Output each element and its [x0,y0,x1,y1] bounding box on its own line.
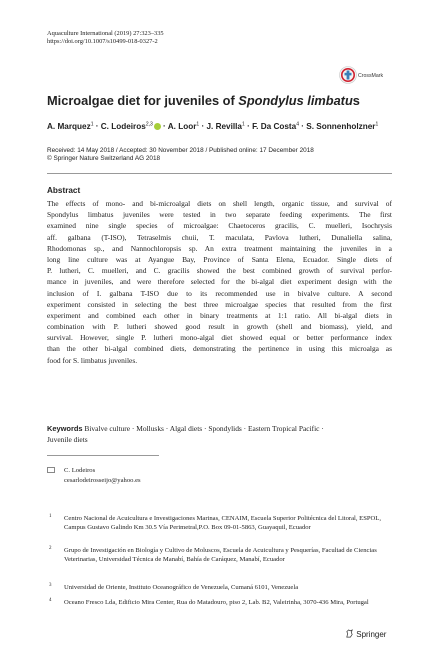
abstract-line: P. lutheri, C. muelleri, and C. gracilis showed the best combined growth of survival perfor- [47,266,392,276]
journal-citation: Aquaculture International (2019) 27:323–335 [47,30,164,37]
abstract-line: examined nine single species of microalgae: Chaetoceros gracilis, C. muelleri, Isochrysis [47,221,392,231]
received-accepted-published: Received: 14 May 2018 / Accepted: 30 November 2018 / Published online: 17 December 2018 [47,147,314,154]
envelope-icon [47,467,55,473]
divider [47,173,392,174]
author[interactable]: A. Loor$^1$ [167,121,200,131]
author[interactable]: A. Marquez$^1$ [47,121,94,131]
crossmark-label: CrossMark [358,73,384,79]
abstract-line: combination with P. lutheri showed good result in growth (shell and biomass), yield, and [47,322,392,332]
copyright-line: © Springer Nature Switzerland AG 2018 [47,155,161,162]
publisher-logo [345,629,386,639]
corresponding-author: C. Lodeiros [64,467,96,474]
journal-doi[interactable]: https://doi.org/10.1007/s10499-018-0327-2 [47,38,158,45]
keywords-list: Bivalve culture · Mollusks · Algal diets · Spondylids · Eastern Tropical Pacific · [84,424,324,433]
springer-horse-icon [345,629,354,638]
author[interactable]: C. Lodeiros$^{2,3}$ [101,122,161,131]
keywords-block [47,423,392,445]
title-tail: s [352,93,360,108]
abstract-line: long line culture was at Ayangue Bay, Province of Santa Elena, Ecuador. Single diets of [47,254,392,264]
journal-header [47,30,164,46]
abstract-line: mance in juveniles, and were therefore selected for the bi-algal diet experiment design with the [47,277,392,287]
abstract-line: survival. However, single P. lutheri mono-algal diet showed equal or better performance index [47,333,392,343]
abstract-line: Rhodomonas sp., and Nannochloropsis sp. An extra treatment maintaining the juveniles in a [47,243,392,253]
orcid-icon[interactable] [154,123,161,130]
corresponding-email[interactable]: cesarlodeirosseijo@yahoo.es [64,477,141,484]
crossmark-badge[interactable] [339,66,389,86]
abstract-line: inclusion of I. galbana T-ISO due to its recommended use in bivalve culture. A second [47,288,392,298]
keywords-list-continued: Juvenile diets [47,435,88,445]
abstract-line: The effects of mono- and bi-microalgal diets on shell length, organic tissue, and survival of [47,199,392,208]
author[interactable]: S. Sonnenholzner$^1$ [306,121,379,131]
abstract-line: Spondylus limbatus juveniles were tested in two separate feeding experiments. The first [47,210,392,220]
author[interactable]: F. Da Costa$^4$ [252,121,299,131]
publication-dates [47,147,314,163]
article-title [47,93,360,108]
author-list: A. Marquez$^1$ · C. Lodeiros$^{2,3}$ · A. Loor$^1$ · J. Revilla$^1$ · F. Da Costa$^4$ · S. Sonnenholzner$^1$ [47,121,379,131]
abstract-line: than the other bi-algal combined diets, demonstrating the pertinence in using this microalga as [47,344,392,354]
keywords-label: Keywords [47,424,83,433]
publisher-name: Springer [356,630,387,639]
abstract-line: experiment and combined each other in binary treatments at 1:1 ratio. All bi-algal diets in [47,310,392,320]
title-plain: Microalgae diet for juveniles of [47,93,239,108]
abstract-heading: Abstract [47,186,81,195]
footnote-divider [47,455,159,456]
author[interactable]: J. Revilla$^1$ [206,121,245,131]
abstract-body [47,198,392,366]
abstract-line: food for S. limbatus juveniles. [47,355,138,365]
abstract-line: experiment consisted in selecting the best three microalgae species that resulted from the first [47,299,392,309]
crossmark-icon [339,66,357,84]
abstract-line: aff. galbana (T-ISO), Tetraselmis chuii, T. maculata, Pavlova lutheri, Dunaliella salina, [47,232,392,242]
title-species: Spondylus limbatu [238,93,353,108]
